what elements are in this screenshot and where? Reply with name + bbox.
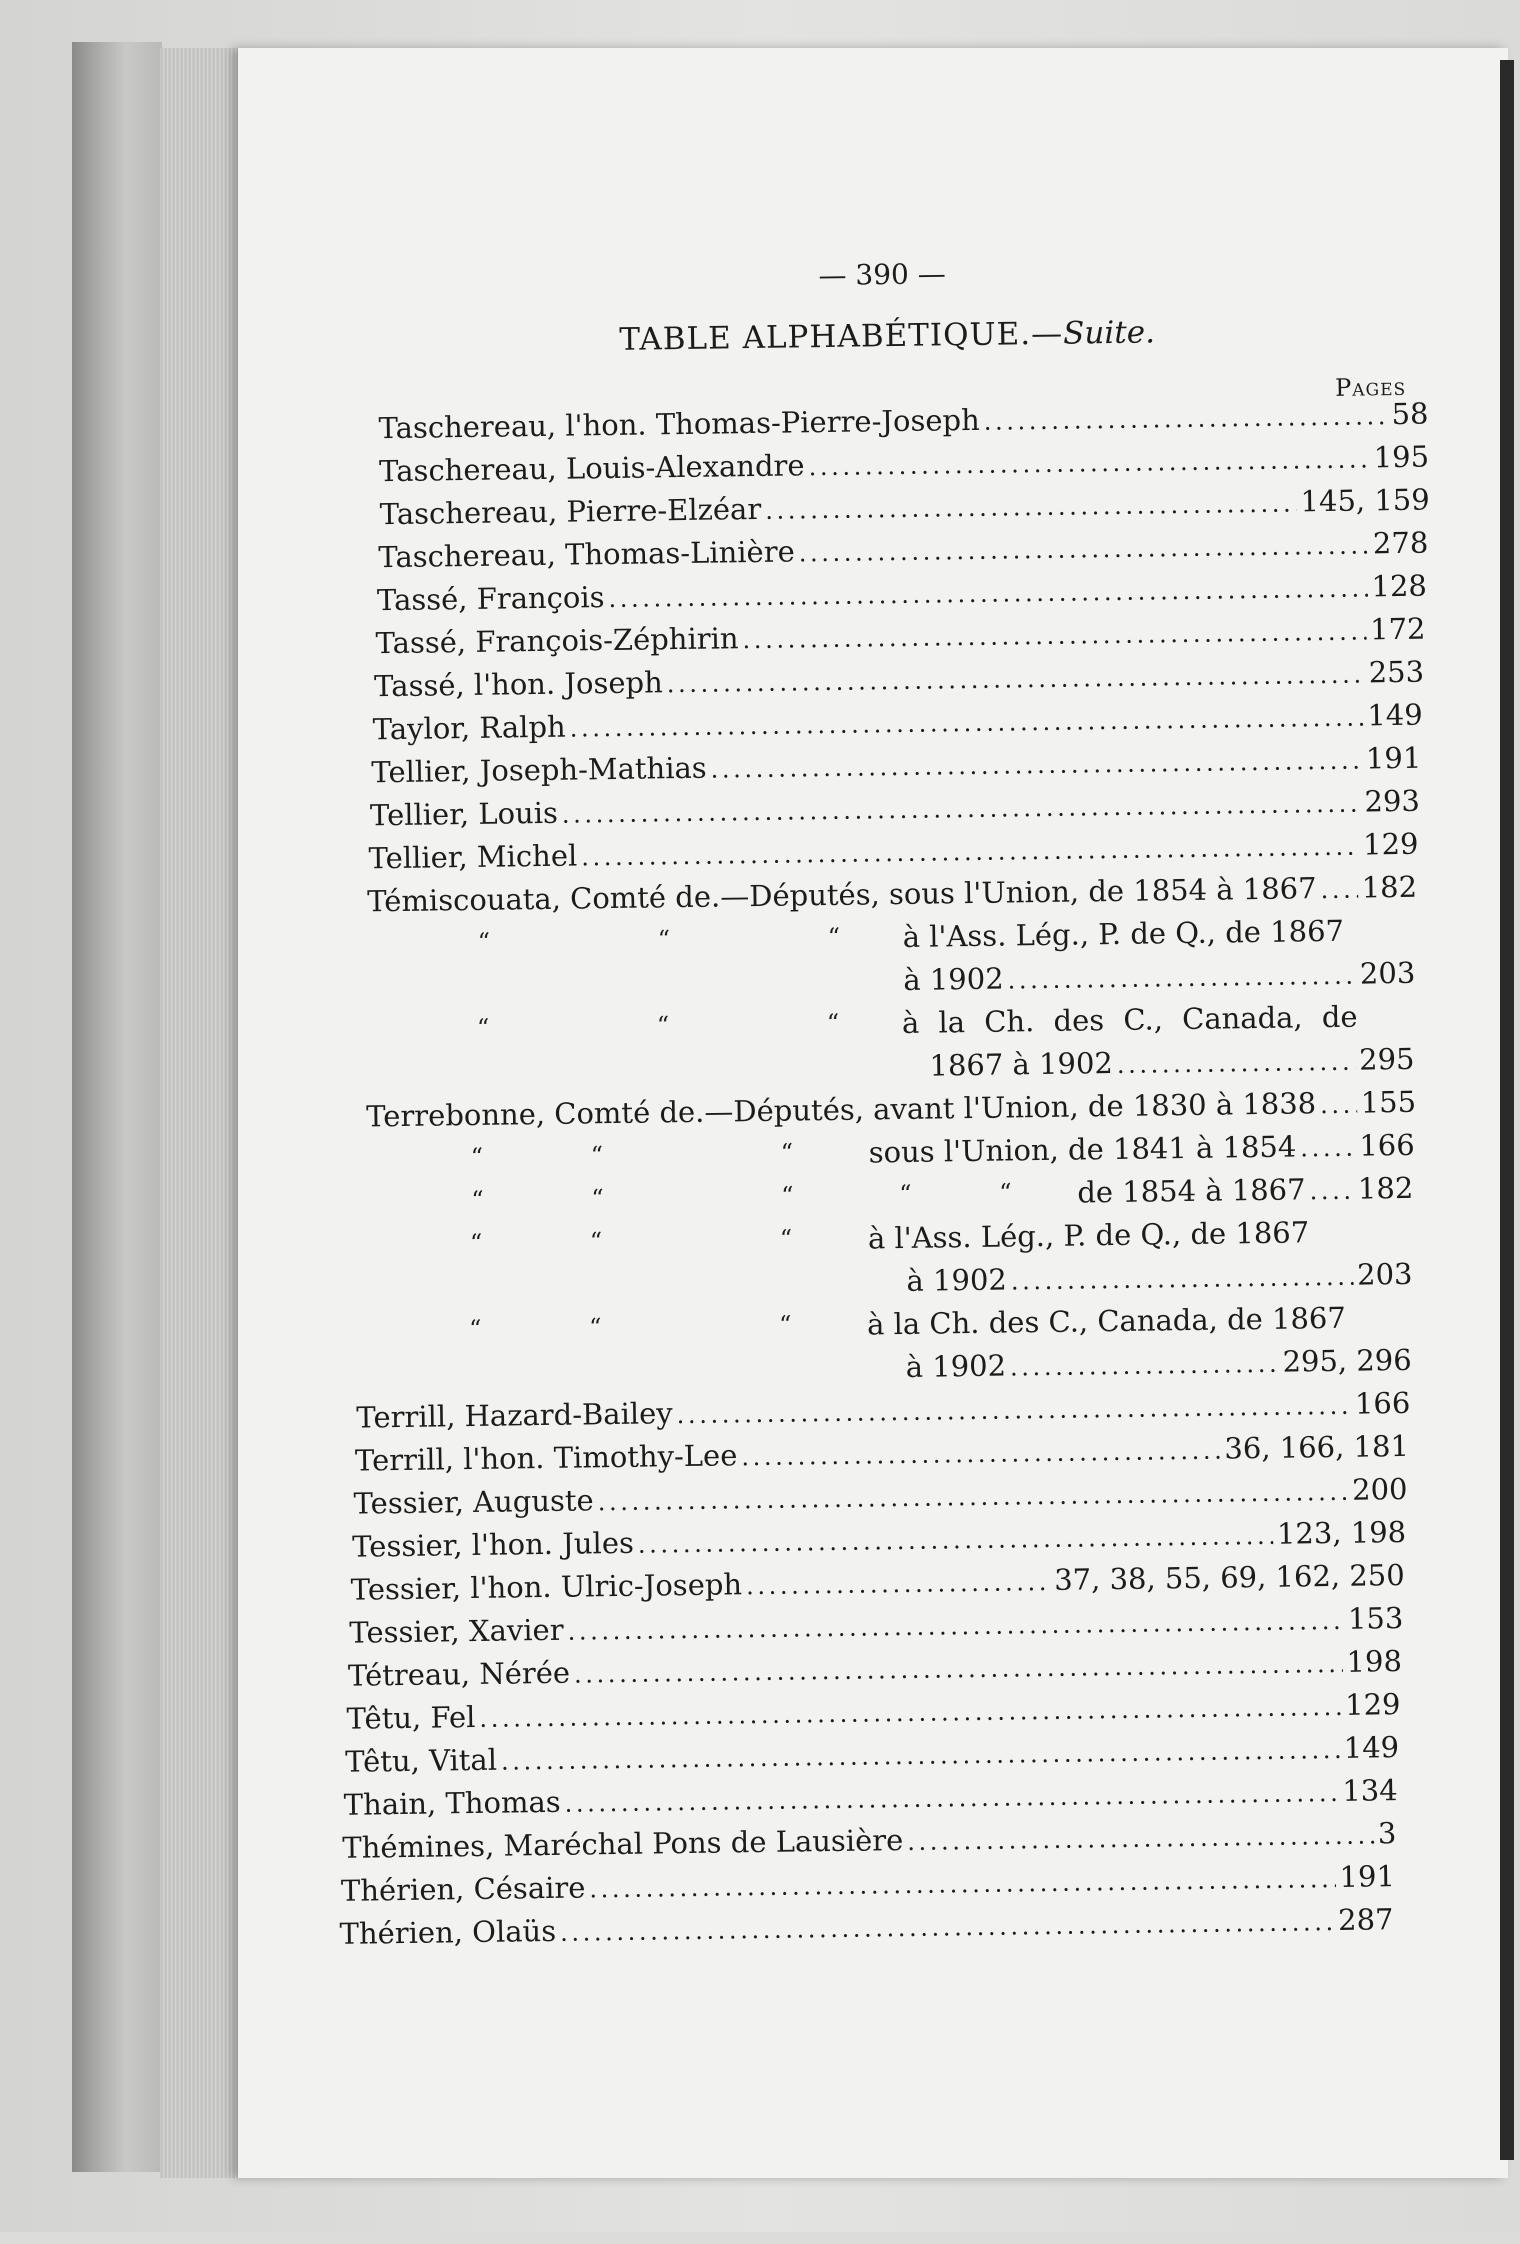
entry-pages: 134 [1342,1773,1398,1808]
heading-main: TABLE ALPHABÉTIQUE.— [619,315,1064,358]
entry-name: Taschereau, Thomas-Linière [378,534,795,575]
leader-dots [581,833,1359,872]
entry-name: Terrill, Hazard-Bailey [356,1396,673,1435]
leader-dots [765,489,1297,524]
leader-dots [746,1568,1051,1600]
entry-pages: 295, 296 [1282,1342,1412,1379]
ditto-mark: “ [778,1310,792,1339]
leader-dots [574,1650,1343,1689]
leader-dots [907,1821,1374,1856]
entry-name: Thémines, Maréchal Pons de Lausière [342,1823,904,1865]
index-entry-continuation [1077,1171,1414,1216]
entry-pages: 287 [1337,1902,1394,1937]
ditto-mark: “ [826,1008,840,1038]
entry-pages: 153 [1347,1601,1404,1636]
leader-dots [1320,876,1358,905]
entry-subtext: à la Ch. des C., Canada, de [901,999,1358,1040]
entry-subtext: à l'Ass. Lég., P. de Q., de 1867 [867,1215,1310,1256]
entry-subtext: à l'Ass. Lég., P. de Q., de 1867 [902,913,1345,954]
entry-pages: 198 [1346,1644,1403,1679]
entry-name: Thérien, Césaire [340,1870,586,1908]
leader-dots [741,1437,1220,1472]
leader-dots [808,445,1370,481]
entry-pages: 172 [1369,611,1426,647]
ditto-mark: “ [590,1141,604,1170]
ditto-mark: “ [827,922,841,951]
page-number: — 390 — [818,257,946,293]
entry-name: Tellier, Michel [368,838,578,876]
leader-dots [799,531,1370,567]
entry-name: Tassé, François-Zéphirin [375,621,739,661]
leader-dots [562,790,1361,829]
entry-name: Témiscouata, Comté de.—Députés, sous l'Union, de 1854 à 1867 [366,871,1317,919]
entry-pages: 182 [1361,869,1418,905]
leader-dots [589,1865,1336,1903]
leader-dots [710,747,1362,784]
leader-dots [1309,1177,1354,1206]
entry-pages: 149 [1343,1730,1400,1765]
entry-pages: 129 [1344,1687,1401,1722]
page-heading [619,314,1155,357]
ditto-mark: “ [779,1224,793,1253]
entry-name: Tellier, Louis [369,795,559,833]
entry-name: Terrebonne, Comté de.—Députés, avant l'Union, de 1830 à 1838 [365,1086,1317,1134]
entry-pages: 36, 166, 181 [1224,1428,1410,1466]
entry-pages: 155 [1360,1084,1417,1120]
entry-pages: 123, 198 [1276,1514,1407,1551]
ditto-mark: “ [468,1314,482,1344]
leader-dots [570,703,1364,742]
ditto-mark: “ [899,1179,912,1209]
entry-name: Tétreau, Nérée [347,1655,571,1693]
index-entry-continuation [905,1343,1412,1390]
entry-name: Taschereau, Louis-Alexandre [378,448,805,489]
leader-dots [501,1736,1340,1776]
entry-pages: 191 [1339,1859,1396,1894]
entry-pages: 200 [1351,1471,1408,1507]
ditto-mark: “ [657,925,671,954]
ditto-mark: “ [999,1178,1012,1207]
entry-name: à 1902 [905,1348,1007,1384]
entry-pages: 203 [1359,955,1416,991]
leader-dots [1117,1048,1356,1079]
entry-pages: 195 [1373,439,1430,475]
ditto-mark: “ [656,1011,670,1040]
ditto-mark: “ [476,1013,490,1042]
leader-dots [1300,1134,1355,1163]
entry-pages: 129 [1362,826,1419,862]
entry-name: Taschereau, Pierre-Elzéar [379,491,762,532]
entry-name: Tessier, Auguste [353,1483,594,1521]
leader-dots [560,1908,1334,1947]
leader-dots [567,1607,1344,1646]
heading-suite: Suite. [1062,314,1156,352]
entry-name: Tessier, Xavier [349,1612,564,1650]
leader-dots [608,574,1367,613]
entry-pages: 3 [1377,1816,1397,1851]
leader-dots [676,1392,1351,1429]
ditto-mark: “ [588,1313,602,1342]
entry-name: Tellier, Joseph-Mathias [371,750,707,790]
entry-pages: 293 [1364,783,1421,819]
leader-dots [598,1478,1349,1516]
entry-name: Tessier, l'hon. Jules [351,1525,635,1564]
entry-name: Taylor, Ralph [372,709,566,747]
entry-name: Thérien, Olaüs [339,1913,557,1951]
leader-dots [742,617,1366,654]
entry-pages: 128 [1371,568,1428,604]
index-entry-continuation [868,1128,1415,1176]
ditto-mark: “ [471,1185,484,1214]
entry-name: sous l'Union, de 1841 à 1854 [868,1129,1297,1170]
leader-dots [638,1522,1273,1559]
entry-name: à 1902 [903,961,1004,997]
leader-dots [984,402,1388,436]
entry-name: Têtu, Fel [346,1699,476,1736]
leader-dots [564,1779,1338,1818]
entry-pages: 166 [1359,1127,1415,1163]
leader-dots [667,660,1365,698]
leader-dots [1320,1091,1357,1120]
leader-dots [1011,1263,1354,1296]
entry-pages: 58 [1391,396,1429,432]
ditto-mark: “ [477,927,491,956]
entry-pages: 295 [1358,1041,1415,1077]
entry-pages: 203 [1356,1256,1413,1292]
ditto-mark: “ [589,1227,603,1256]
entry-name: Tessier, l'hon. Ulric-Joseph [350,1567,743,1607]
entry-pages: 145, 159 [1300,482,1430,519]
entry-pages: 149 [1367,697,1423,733]
entry-name: de 1854 à 1867 [1077,1172,1306,1210]
ditto-mark: “ [591,1184,604,1213]
ditto-mark: “ [470,1142,484,1171]
entry-name: 1867 à 1902 [929,1046,1114,1083]
entry-name: Taschereau, l'hon. Thomas-Pierre-Joseph [378,402,980,446]
pages-column-label: Pages [1334,372,1407,402]
entry-subtext: à la Ch. des C., Canada, de 1867 [866,1300,1347,1342]
entry-pages: 37, 38, 55, 69, 162, 250 [1053,1558,1405,1597]
entry-pages: 253 [1368,654,1425,690]
leader-dots [1010,1350,1279,1382]
index-entry-continuation [903,956,1416,1003]
entry-pages: 182 [1357,1170,1414,1206]
entry-name: Terrill, l'hon. Timothy-Lee [354,1438,738,1478]
entry-name: Tassé, l'hon. Joseph [373,665,664,704]
entry-name: Thain, Thomas [343,1784,561,1822]
entry-name: Têtu, Vital [344,1742,498,1779]
ditto-mark: “ [781,1181,794,1210]
leader-dots [1007,962,1356,995]
entry-name: à 1902 [906,1262,1008,1298]
entry-name: Tassé, François [376,580,605,618]
index-entry-continuation [906,1257,1413,1304]
entry-pages: 191 [1365,740,1422,776]
ditto-mark: “ [780,1138,794,1167]
entry-pages: 278 [1372,525,1429,561]
ditto-mark: “ [469,1228,483,1258]
leader-dots [479,1693,1341,1733]
entry-pages: 166 [1354,1385,1411,1421]
index-entry-continuation [929,1042,1415,1089]
